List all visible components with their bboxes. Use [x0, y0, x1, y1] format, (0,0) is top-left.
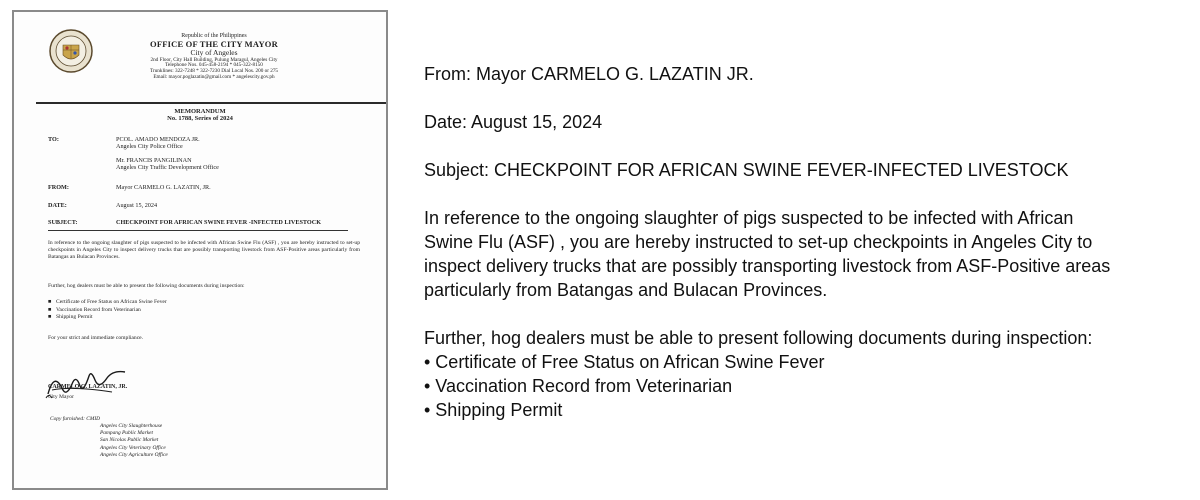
- transcription-further: Further, hog dealers must be able to present following documents during inspection:: [424, 328, 1093, 348]
- paragraph-line: particularly from Batangas and Bulacan Provinces.: [424, 280, 828, 300]
- memo-body: In reference to the ongoing slaughter of pigs suspected to be infected with African Swine Flu (ASF) , you are hereby instructed to set-up checkpoints in Angeles City to inspect delivery trucks that are possibly transporting livestock from ASF-Positive areas particularly from Batangas an Bulacan Provinces.: [48, 240, 360, 260]
- copy-item: Angeles City Agriculture Office: [100, 451, 168, 458]
- signatory-role: City Mayor: [48, 394, 74, 400]
- letterhead-address: 2nd Floor, City Hall Building, Pulung Maragul, Angeles City: [150, 56, 278, 63]
- letterhead-office: OFFICE OF THE CITY MAYOR: [150, 38, 278, 49]
- memo-subject-value: CHECKPOINT FOR AFRICAN SWINE FEVER -INFECTED LIVESTOCK: [116, 219, 322, 226]
- memo-image: [12, 10, 388, 490]
- memo-date-value: August 15, 2024: [116, 202, 158, 209]
- signatory-name: CARMELO G. LAZATIN, JR.: [48, 384, 128, 390]
- memo-to-line1: PCOL. AMADO MENDOZA JR.: [116, 136, 200, 143]
- paragraph-line: Swine Flu (ASF) , you are hereby instructed to set-up checkpoints in Angeles City to: [424, 232, 1093, 252]
- memo-to-label: TO:: [48, 136, 59, 143]
- transcription-subject: Subject: CHECKPOINT FOR AFRICAN SWINE FEVER-INFECTED LIVESTOCK: [424, 160, 1069, 180]
- memo-number: No. 1788, Series of 2024: [167, 115, 233, 123]
- copy-item: Angeles City Veterinary Office: [100, 444, 166, 451]
- letterhead: [109, 33, 319, 81]
- memo-from-label: FROM:: [48, 184, 69, 191]
- letterhead-email: Email: mayor.poglazatin@gmail.com * angelescity.gov.ph: [153, 74, 275, 81]
- memo-to-line4: Angeles City Traffic Development Office: [116, 164, 219, 172]
- transcription-date: Date: August 15, 2024: [424, 112, 603, 132]
- transcription-paragraph: [424, 206, 1194, 302]
- memo-subject-label: SUBJECT:: [48, 219, 78, 226]
- paragraph-line: inspect delivery trucks that are possibly transporting livestock from ASF-Positive areas: [424, 256, 1111, 276]
- transcription-bullet: • Vaccination Record from Veterinarian: [424, 376, 733, 396]
- letterhead-trunklines: Trunklines: 322-7248 * 322-7230 Dial Local Nos. 200 or 275: [149, 68, 279, 75]
- copy-item: Angeles City Slaughterhouse: [100, 423, 163, 430]
- copy-item: San Nicolas Public Market: [100, 437, 159, 444]
- transcription-documents: [424, 326, 1194, 422]
- transcription-bullet: • Shipping Permit: [424, 400, 563, 420]
- memo-further: Further, hog dealers must be able to present the following documents during inspection:: [48, 283, 245, 289]
- letterhead-telephone: Telephone Nos. 045-458-2194 * 045-322-8150: [165, 62, 263, 69]
- transcription-bullet: • Certificate of Free Status on African Swine Fever: [424, 352, 825, 372]
- memo-doc-item: ■ Certificate of Free Status on African Swine Fever: [48, 299, 167, 305]
- memo-to-line3: Mr. FRANCIS PANGILINAN: [116, 156, 192, 164]
- memo-compliance: For your strict and immediate compliance.: [48, 335, 144, 341]
- copy-item: CMID: [86, 416, 101, 422]
- memo-title: MEMORANDUM: [174, 108, 226, 115]
- memo-doc-item: ■ Vaccination Record from Veterinarian: [48, 306, 141, 313]
- city-seal-icon: [49, 29, 93, 73]
- memo-from-value: Mayor CARMELO G. LAZATIN, JR.: [116, 184, 211, 191]
- copy-furnished: [50, 416, 168, 459]
- letterhead-republic: Republic of the Philippines: [181, 33, 247, 39]
- subject-divider: [48, 230, 348, 231]
- paragraph-line: In reference to the ongoing slaughter of pigs suspected to be infected with African: [424, 208, 1074, 228]
- memo-document-list: [48, 299, 167, 322]
- memo-to-line2: Angeles City Police Office: [116, 143, 183, 151]
- letterhead-divider: [36, 102, 388, 104]
- transcription-from: From: Mayor CARMELO G. LAZATIN JR.: [424, 64, 754, 84]
- copy-furnished-label: Copy furnished:: [50, 416, 85, 422]
- memo-document: [14, 12, 386, 488]
- memo-heading: [14, 108, 386, 123]
- copy-item: Pampang Public Market: [100, 430, 153, 437]
- memo-doc-item: ■ Shipping Permit: [48, 314, 93, 321]
- memo-date-label: DATE:: [48, 202, 67, 209]
- letterhead-city: City of Angeles: [190, 48, 238, 58]
